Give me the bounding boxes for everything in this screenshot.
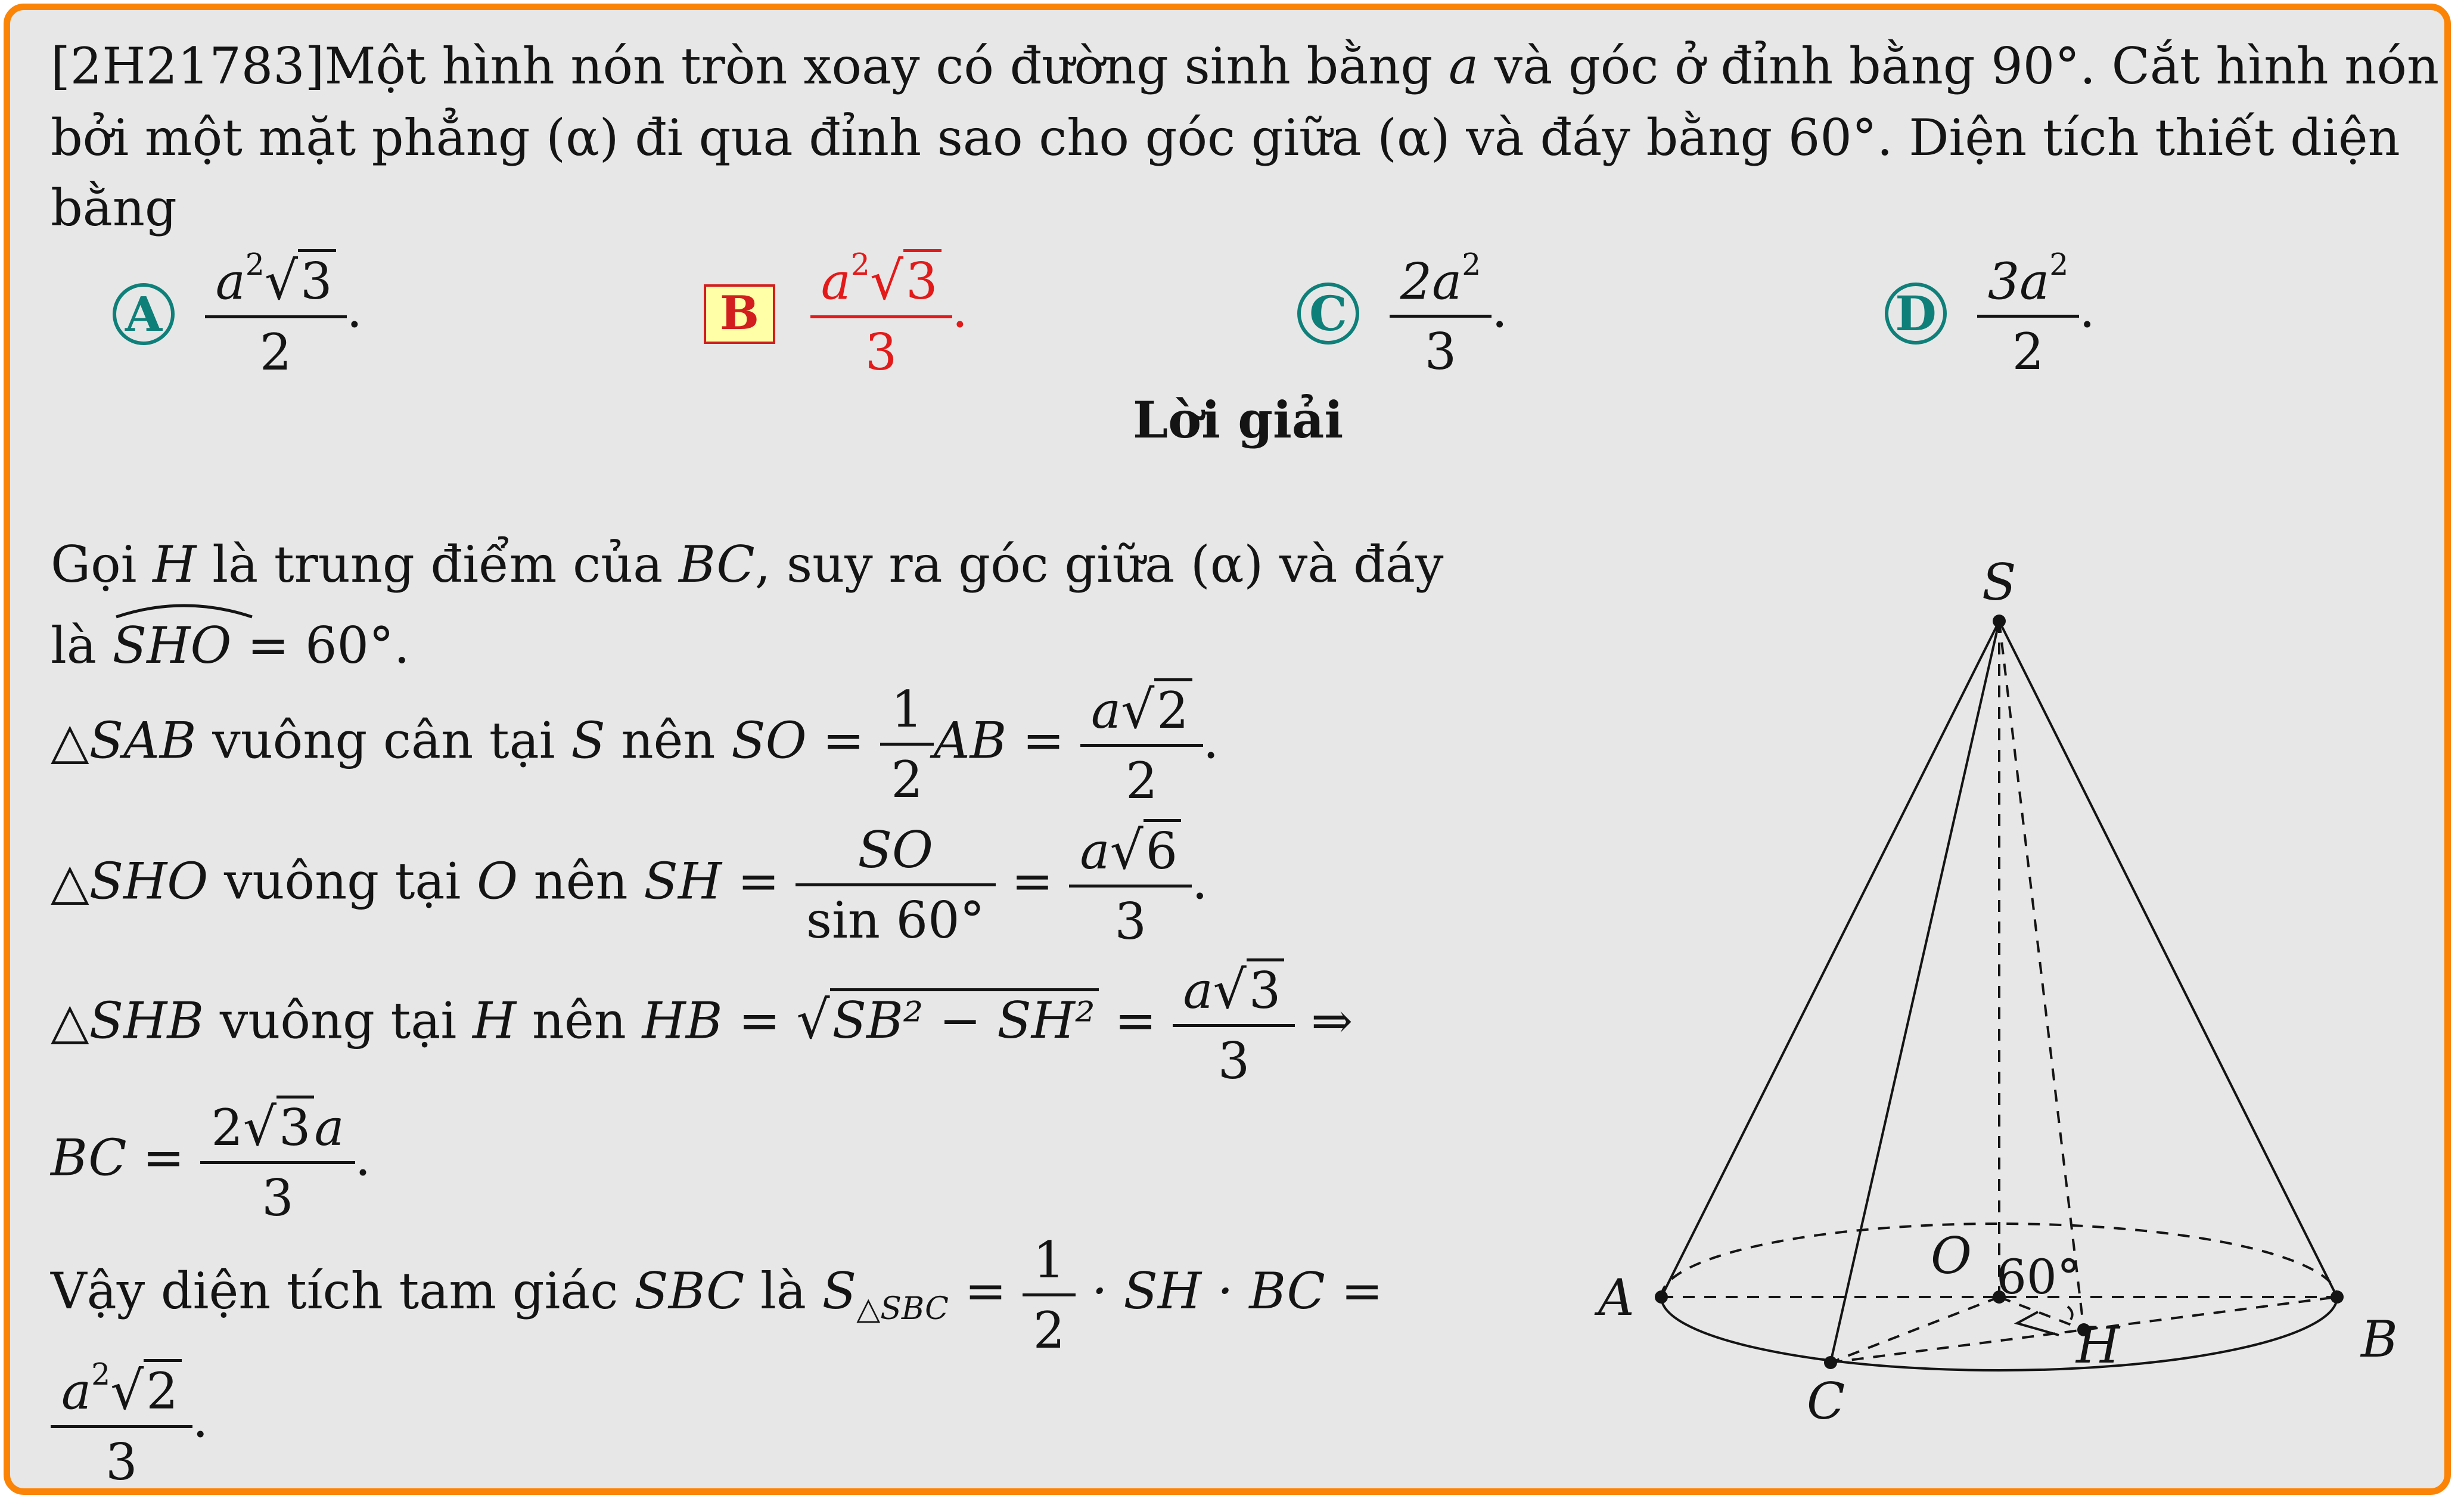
label-o: O	[1931, 1227, 1972, 1285]
option-b[interactable]: B $\frac{a^2√3}{3}$ .	[704, 249, 968, 379]
label-angle: 60°	[1996, 1249, 2081, 1305]
angle-sho: SHO	[113, 620, 232, 671]
angle-arc	[2068, 1307, 2073, 1320]
edge-sc	[1831, 621, 1999, 1363]
point-a	[1655, 1290, 1668, 1304]
point-s	[1993, 615, 2006, 628]
option-c[interactable]: C $\frac{2a^2}{3}$ .	[1297, 249, 1508, 379]
solution-line-1: Gọi H là trung điểm của BC, suy ra góc giữa (α) và đáy	[51, 535, 1444, 594]
label-s: S	[1982, 553, 2016, 612]
solution-line-8: $\frac{a^2√2}{3}$ .	[51, 1358, 209, 1489]
label-h: H	[2076, 1316, 2120, 1374]
edge-sa	[1661, 621, 1999, 1297]
solution-line-3: △SAB vuông cân tại S nên SO = $\frac{1}{2}$ AB = $\frac{a√2}{2}$ .	[51, 679, 1219, 811]
solution-line-5: △SHB vuông tại H nên HB = √SB² − SH² = $\frac{a√3}{3}$ ⇒	[51, 959, 1353, 1091]
point-b	[2331, 1290, 2344, 1304]
option-c-fraction: $\frac{2a^2}{3}$	[1390, 249, 1492, 379]
solution-heading: Lời giải	[1133, 390, 1344, 449]
option-d-badge: D	[1885, 283, 1947, 345]
option-b-fraction: $\frac{a^2√3}{3}$	[810, 249, 952, 379]
option-a-fraction: $\frac{a^2√3}{2}$	[205, 249, 347, 379]
solution-line-6: BC = $\frac{2√3a}{3}$ .	[51, 1096, 371, 1228]
problem-line-1: [2H21783]Một hình nón tròn xoay có đường sinh bằng a và góc ở đỉnh bằng 90°. Cắt hình nón	[51, 37, 2440, 95]
solution-line-4: △SHO vuông tại O nên SH = $\frac{SO}{\sin 60^\circ}$ = $\frac{a√6}{3}$ .	[51, 820, 1208, 951]
base-front	[1661, 1297, 2337, 1370]
label-b: B	[2361, 1310, 2398, 1369]
right-angle-mark	[2017, 1312, 2059, 1335]
point-c	[1824, 1356, 1837, 1369]
option-a[interactable]: A $\frac{a^2√3}{2}$ .	[113, 249, 362, 379]
label-a: A	[1598, 1268, 1635, 1327]
problem-id: [2H21783]	[51, 37, 325, 95]
option-d-fraction: $\frac{3a^2}{2}$	[1977, 249, 2080, 379]
segment-oc	[1831, 1297, 1999, 1363]
option-c-badge: C	[1297, 283, 1359, 345]
option-b-badge: B	[704, 284, 775, 344]
problem-line-3: bằng	[51, 179, 177, 237]
label-c: C	[1807, 1372, 1845, 1431]
option-a-badge: A	[113, 283, 175, 345]
option-d[interactable]: D $\frac{3a^2}{2}$ .	[1885, 249, 2095, 379]
solution-line-2: là SHO = 60°.	[51, 620, 410, 671]
edge-sb	[1999, 621, 2337, 1297]
problem-line-2: bởi một mặt phẳng (α) đi qua đỉnh sao cho góc giữa (α) và đáy bằng 60°. Diện tích thiết diện	[51, 108, 2400, 167]
solution-line-7: Vậy diện tích tam giác SBC là $S_{\triangle SBC}$ = $\frac{1}{2}$ · SH · BC =	[51, 1231, 1383, 1360]
